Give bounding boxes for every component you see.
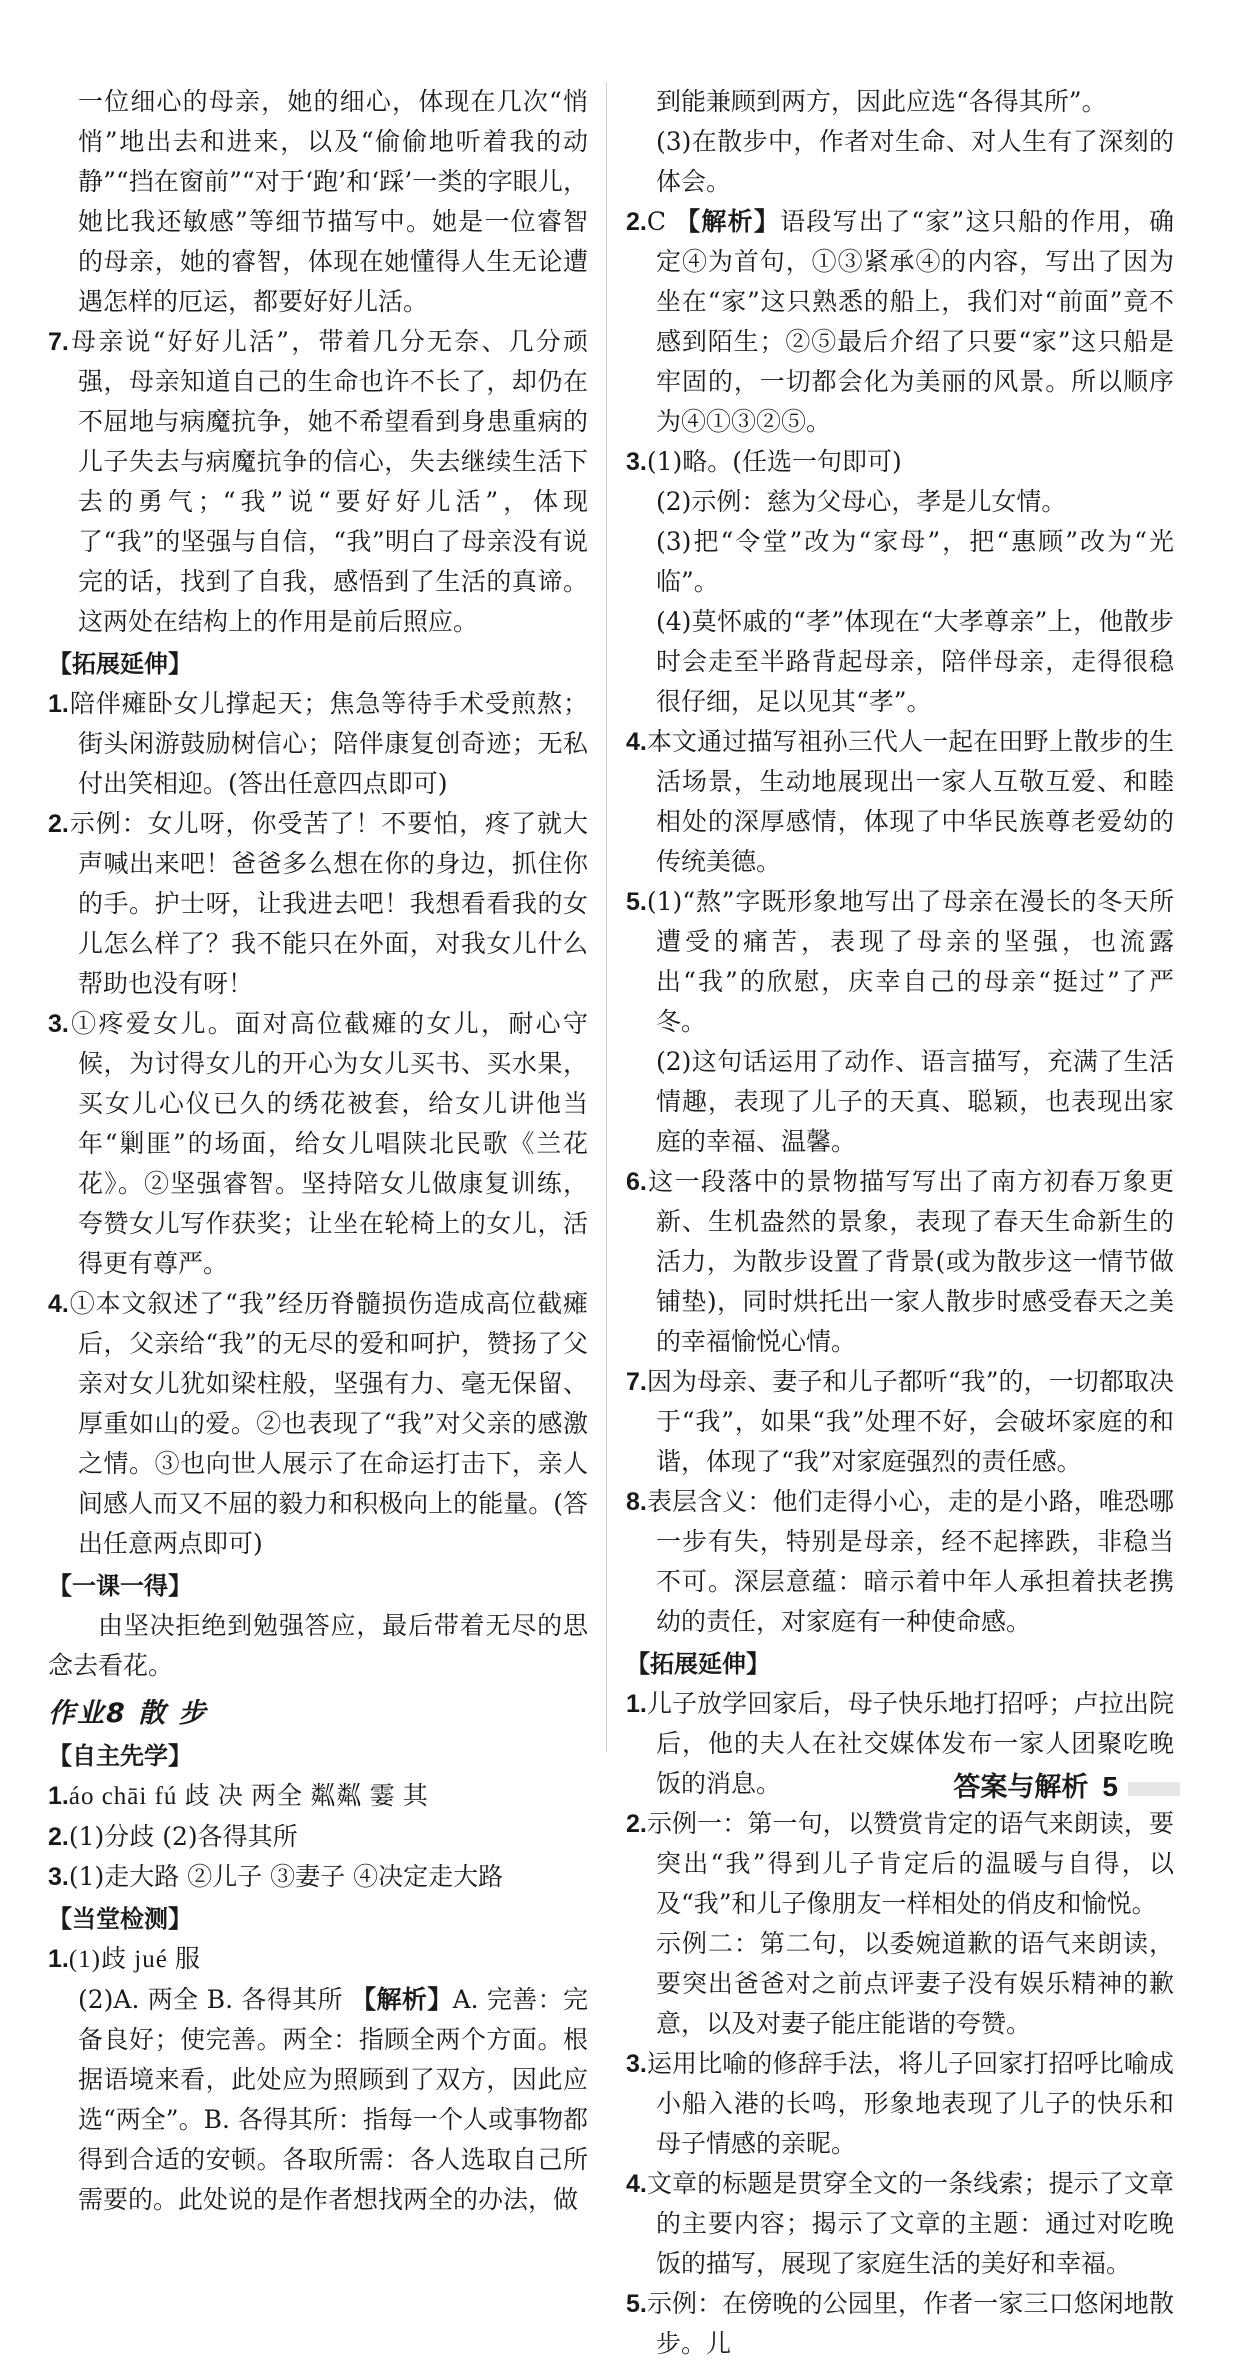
answer-text: áo chāi fú 歧 决 两全 粼粼 霎 其 xyxy=(68,1783,429,1810)
answer-item-1 xyxy=(48,684,588,804)
right-column xyxy=(626,82,1174,2364)
answer-item-2 xyxy=(48,804,588,1004)
answer-text: 文章的标题是贯穿全文的一条线索；提示了文章的主要内容；揭示了文章的主题：通过对吃晚饭的描写，展现了家庭生活的美好和幸福。 xyxy=(646,2169,1174,2278)
footer-label: 答案与解析 xyxy=(953,1772,1089,1803)
answer-item-3 xyxy=(48,1857,588,1897)
answer-text: 儿子放学回家后，母子快乐地打招呼；卢拉出院后，他的夫人在社交媒体发布一家人团聚吃晚饭的消息。 xyxy=(646,1689,1174,1798)
column-divider xyxy=(606,82,607,1752)
item-number: 3. xyxy=(626,2050,647,2078)
item-number: 2. xyxy=(48,1823,69,1851)
sub-answer: (3)把“令堂”改为“家母”，把“惠顾”改为“光临”。 xyxy=(656,527,1174,596)
item-number: 4. xyxy=(626,728,647,756)
answer-text: (1)分歧 (2)各得其所 xyxy=(68,1822,298,1851)
section-heading-yike: 【一课一得】 xyxy=(48,1572,192,1600)
sub-answer: 示例二：第二句，以委婉道歉的语气来朗读，要突出爸爸对之前点评妻子没有娱乐精神的歉意，以及对妻子能庄能谐的夸赞。 xyxy=(656,1929,1174,2038)
item-number: 7. xyxy=(626,1368,647,1396)
answer-item-4 xyxy=(626,2164,1174,2284)
item-number: 1. xyxy=(48,690,69,718)
section-heading-zizhu: 【自主先学】 xyxy=(48,1742,192,1770)
item-number: 2. xyxy=(626,208,647,236)
answer-text: (2)A. 两全 B. 各得其所 xyxy=(78,1985,352,2014)
answer-text: 表层含义：他们走得小心，走的是小路，唯恐哪一步有失，特别是母亲，经不起摔跌，非稳当不可。深层意蕴：暗示着中年人承担着扶老携幼的责任，对家庭有一种使命感。 xyxy=(646,1487,1174,1636)
sub-answer: (4)莫怀戚的“孝”体现在“大孝尊亲”上，他散步时会走至半路背起母亲，陪伴母亲，走得很稳很仔细，足以见其“孝”。 xyxy=(656,607,1174,716)
item-number: 5. xyxy=(626,888,647,916)
answer-text: 示例一：第一句，以赞赏肯定的语气来朗读，要突出“我”得到儿子肯定后的温暖与自得，以及“我”和儿子像朋友一样相处的俏皮和愉悦。 xyxy=(646,1809,1174,1918)
item-number: 4. xyxy=(48,1290,69,1318)
answer-text: 示例：女儿呀，你受苦了！不要怕，疼了就大声喊出来吧！爸爸多么想在你的身边，抓住你的手。护士呀，让我进去吧！我想看看我的女儿怎么样了？我不能只在外面，对我女儿什么帮助也没有呀！ xyxy=(68,809,588,998)
answer-text: 陪伴瘫卧女儿撑起天；焦急等待手术受煎熬；街头闲游鼓励树信心；陪伴康复创奇迹；无私付出笑相迎。(答出任意四点即可) xyxy=(68,689,588,798)
section-heading-tuozhan: 【拓展延伸】 xyxy=(48,650,192,678)
analysis-tag: 【解析】 xyxy=(351,1985,453,2014)
answer-item-6 xyxy=(626,1162,1174,1362)
answer-item-7 xyxy=(48,322,588,642)
sub-answer: (2)示例：慈为父母心，孝是儿女情。 xyxy=(656,487,1067,516)
answer-item-8 xyxy=(626,1482,1174,1642)
answer-text: 运用比喻的修辞手法，将儿子回家打招呼比喻成小船入港的长鸣，形象地表现了儿子的快乐和母子情感的亲昵。 xyxy=(646,2049,1174,2158)
item-number: 1. xyxy=(626,1690,647,1718)
answer-text: ①本文叙述了“我”经历脊髓损伤造成高位截瘫后，父亲给“我”的无尽的爱和呵护，赞扬了父亲对女儿犹如梁柱般，坚强有力、毫无保留、厚重如山的爱。②也表现了“我”对父亲的感激之情。③也向世人展示了在命运打击下，亲人间感人而又不屈的毅力和积极向上的能量。(答出任意两点即可) xyxy=(68,1289,588,1558)
answer-text: 示例：在傍晚的公园里，作者一家三口悠闲地散步。儿 xyxy=(646,2289,1174,2358)
section-heading-tuozhan: 【拓展延伸】 xyxy=(626,1650,770,1678)
answer-text: (1)略。(任选一句即可) xyxy=(646,447,902,476)
item-number: 7. xyxy=(48,328,69,356)
answer-text: (1)“熬”字既形象地写出了母亲在漫长的冬天所遭受的痛苦，表现了母亲的坚强，也流露出“我”的欣慰，庆幸自己的母亲“挺过”了严冬。 xyxy=(646,887,1174,1036)
answer-item-3 xyxy=(48,1004,588,1284)
answer-text: (1)走大路 ②儿子 ③妻子 ④决定走大路 xyxy=(68,1862,504,1891)
paragraph: 由坚决拒绝到勉强答应，最后带着无尽的思念去看花。 xyxy=(48,1611,588,1680)
analysis-text: A. 完善：完备良好；使完善。两全：指顾全两个方面。根据语境来看，此处应为照顾到了双方，因此应选“两全”。B. 各得其所：指每一个人或事物都得到合适的安顿。各取所需：各人选取自己所需要的。此处说的是作者想找两全的办法，做 xyxy=(78,1985,588,2214)
item-number: 1. xyxy=(48,1945,69,1973)
answer-item-3 xyxy=(626,2044,1174,2164)
answer-item-5 xyxy=(626,882,1174,1042)
answer-item-1 xyxy=(48,1939,588,1980)
item-number: 1. xyxy=(48,1782,69,1810)
answer-item-2 xyxy=(626,1804,1174,1924)
answer-item-5 xyxy=(626,2284,1174,2364)
homework-title: 作业8 散 步 xyxy=(48,1698,208,1729)
paragraph: 一位细心的母亲，她的细心，体现在几次“悄悄”地出去和进来，以及“偷偷地听着我的动静”“挡在窗前”“对于‘跑’和‘踩’一类的字眼儿，她比我还敏感”等细节描写中。她是一位睿智的母亲，她的睿智，体现在她懂得人生无论遭遇怎样的厄运，都要好好儿活。 xyxy=(78,87,588,316)
item-number: 5. xyxy=(626,2290,647,2318)
answer-item-4 xyxy=(48,1284,588,1564)
answer-text: 因为母亲、妻子和儿子都听“我”的，一切都取决于“我”，如果“我”处理不好，会破坏家庭的和谐，体现了“我”对家庭强烈的责任感。 xyxy=(646,1367,1174,1476)
answer-text: 母亲说“好好儿活”，带着几分无奈、几分顽强，母亲知道自己的生命也许不长了，却仍在不屈地与病魔抗争，她不希望看到身患重病的儿子失去与病魔抗争的信心，失去继续生活下去的勇气；“我”说“要好好儿活”，体现了“我”的坚强与自信，“我”明白了母亲没有说完的话，找到了自我，感悟到了生活的真谛。这两处在结构上的作用是前后照应。 xyxy=(68,327,588,636)
section-heading-dangtang: 【当堂检测】 xyxy=(48,1905,192,1933)
paragraph: (3)在散步中，作者对生命、对人生有了深刻的体会。 xyxy=(656,127,1174,196)
sub-answer: (2)这句话运用了动作、语言描写，充满了生活情趣，表现了儿子的天真、聪颖，也表现出家庭的幸福、温馨。 xyxy=(656,1047,1174,1156)
answer-text: 这一段落中的景物描写写出了南方初春万象更新、生机盎然的景象，表现了春天生命新生的活力，为散步设置了背景(或为散步这一情节做铺垫)，同时烘托出一家人散步时感受春天之美的幸福愉悦心情。 xyxy=(646,1167,1174,1356)
left-column xyxy=(48,82,588,2220)
answer-item-3 xyxy=(626,442,1174,482)
page-footer xyxy=(953,1765,1180,1804)
answer-item-4 xyxy=(626,722,1174,882)
item-number: 8. xyxy=(626,1488,647,1516)
item-number: 3. xyxy=(48,1863,69,1891)
answer-item-2 xyxy=(48,1817,588,1857)
item-number: 3. xyxy=(626,448,647,476)
paragraph: 到能兼顾到两方，因此应选“各得其所”。 xyxy=(656,87,1107,116)
analysis-paragraph xyxy=(48,1980,588,2220)
item-number: 2. xyxy=(48,810,69,838)
answer-item-7 xyxy=(626,1362,1174,1482)
item-number: 2. xyxy=(626,1810,647,1838)
answer-text: ①疼爱女儿。面对高位截瘫的女儿，耐心守候，为讨得女儿的开心为女儿买书、买水果，买女儿心仪已久的绣花被套，给女儿讲他当年“剿匪”的场面，给女儿唱陕北民歌《兰花花》。②坚强睿智。坚持陪女儿做康复训练，夸赞女儿写作获奖；让坐在轮椅上的女儿，活得更有尊严。 xyxy=(68,1009,588,1278)
answer-text: (1)歧 jué 服 xyxy=(68,1946,202,1973)
page-number: 5 xyxy=(1102,1771,1118,1802)
answer-item-2 xyxy=(626,202,1174,442)
analysis-tag: 【解析】 xyxy=(675,207,781,236)
item-number: 3. xyxy=(48,1010,69,1038)
answer-text: C xyxy=(646,207,676,236)
footer-decoration xyxy=(1128,1782,1180,1796)
analysis-text: 语段写出了“家”这只船的作用，确定④为首句，①③紧承④的内容，写出了因为坐在“家”这只熟悉的船上，我们对“前面”竟不感到陌生；②⑤最后介绍了只要“家”这只船是牢固的，一切都会化为美丽的风景。所以顺序为④①③②⑤。 xyxy=(656,207,1174,436)
item-number: 6. xyxy=(626,1168,647,1196)
answer-item-1 xyxy=(48,1776,588,1817)
answer-text: 本文通过描写祖孙三代人一起在田野上散步的生活场景，生动地展现出一家人互敬互爱、和睦相处的深厚感情，体现了中华民族尊老爱幼的传统美德。 xyxy=(646,727,1174,876)
item-number: 4. xyxy=(626,2170,647,2198)
